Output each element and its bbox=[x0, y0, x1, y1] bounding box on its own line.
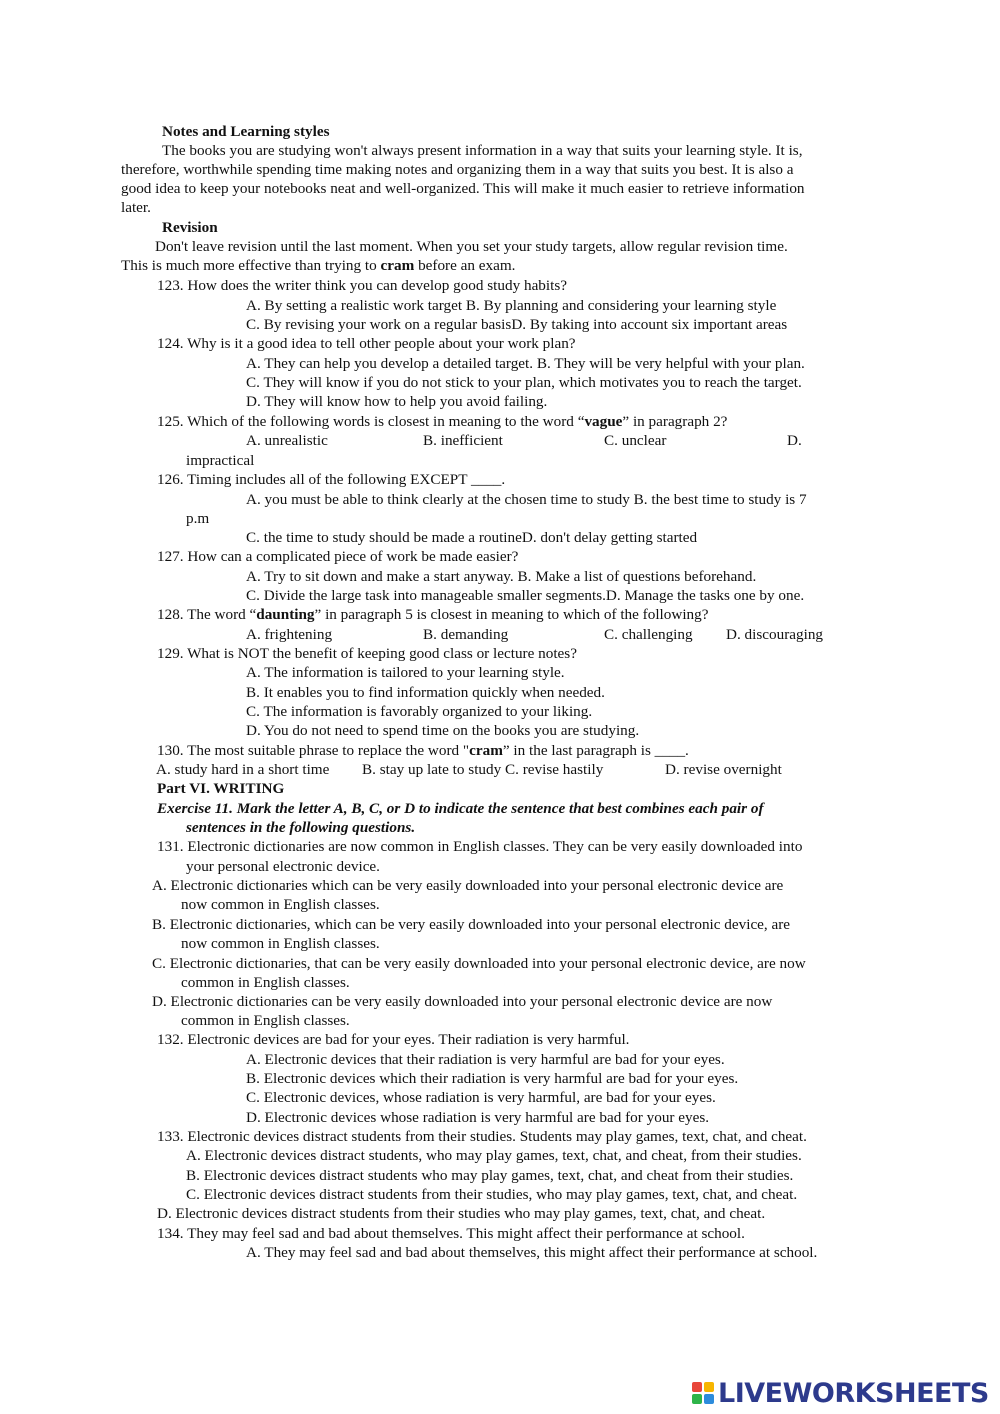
question-131-option-b-wrap: now common in English classes. bbox=[181, 935, 380, 952]
logo-tile-blue bbox=[704, 1394, 714, 1404]
question-131-wrap: your personal electronic device. bbox=[186, 858, 380, 875]
logo-tile-yellow bbox=[704, 1382, 714, 1392]
question-125: 125. Which of the following words is closest in meaning to the word “vague” in paragraph 2? bbox=[157, 413, 728, 430]
keyword-cram-2: cram bbox=[469, 742, 503, 759]
question-124-options-ab: A. They can help you develop a detailed target. B. They will be very helpful with your plan. bbox=[246, 355, 805, 372]
question-130-options-bc: B. stay up late to study C. revise hastily bbox=[362, 761, 604, 778]
question-130-option-a: A. study hard in a short time bbox=[156, 761, 330, 778]
notes-paragraph-line: good idea to keep your notebooks neat and well-organized. This will make it much easier to retrieve information bbox=[121, 180, 805, 197]
question-131-option-b: B. Electronic dictionaries, which can be very easily downloaded into your personal electronic device, are bbox=[152, 916, 791, 933]
question-129-option-d: D. You do not need to spend time on the books you are studying. bbox=[246, 722, 640, 739]
question-125-option-b: B. inefficient bbox=[423, 432, 503, 449]
liveworksheets-logo-text: LIVEWORKSHEETS bbox=[718, 1377, 989, 1409]
question-132-option-d: D. Electronic devices whose radiation is very harmful are bad for your eyes. bbox=[246, 1109, 710, 1126]
question-129-option-b: B. It enables you to find information quickly when needed. bbox=[246, 684, 605, 701]
question-131-option-a: A. Electronic dictionaries which can be very easily downloaded into your personal electronic device are bbox=[152, 877, 784, 894]
question-126-options-ab-wrap: p.m bbox=[186, 510, 210, 527]
question-130-option-d: D. revise overnight bbox=[665, 761, 782, 778]
question-132-option-b: B. Electronic devices which their radiation is very harmful are bad for your eyes. bbox=[246, 1070, 739, 1087]
notes-paragraph-line: The books you are studying won't always present information in a way that suits your learning style. It is, bbox=[162, 142, 803, 159]
question-131-option-c-wrap: common in English classes. bbox=[181, 974, 350, 991]
question-125-option-c: C. unclear bbox=[604, 432, 667, 449]
question-126-options-cd: C. the time to study should be made a routineD. don't delay getting started bbox=[246, 529, 698, 546]
question-132: 132. Electronic devices are bad for your eyes. Their radiation is very harmful. bbox=[157, 1031, 630, 1048]
question-124-option-c: C. They will know if you do not stick to your plan, which motivates you to reach the target. bbox=[246, 374, 802, 391]
question-127-options-ab: A. Try to sit down and make a start anyway. B. Make a list of questions beforehand. bbox=[246, 568, 757, 585]
question-123-options-cd: C. By revising your work on a regular basisD. By taking into account six important areas bbox=[246, 316, 788, 333]
question-125-option-d-text: impractical bbox=[186, 452, 255, 469]
liveworksheets-logo[interactable] bbox=[692, 1376, 989, 1410]
keyword-daunting: daunting bbox=[256, 606, 315, 623]
question-131-option-d: D. Electronic dictionaries can be very easily downloaded into your personal electronic device are now bbox=[152, 993, 773, 1010]
question-131: 131. Electronic dictionaries are now common in English classes. They can be very easily downloaded into bbox=[157, 838, 803, 855]
notes-paragraph-line: later. bbox=[121, 199, 151, 216]
question-133-option-b: B. Electronic devices distract students who may play games, text, chat, and cheat from their studies. bbox=[186, 1167, 794, 1184]
keyword-cram: cram bbox=[380, 257, 415, 274]
question-128-option-d: D. discouraging bbox=[726, 626, 824, 643]
question-131-option-c: C. Electronic dictionaries, that can be very easily downloaded into your personal electronic device, are now bbox=[152, 955, 806, 972]
revision-paragraph-line: This is much more effective than trying to cram before an exam. bbox=[121, 257, 516, 274]
question-123: 123. How does the writer think you can develop good study habits? bbox=[157, 277, 567, 294]
question-126: 126. Timing includes all of the following EXCEPT ____. bbox=[157, 471, 506, 488]
part-heading: Part VI. WRITING bbox=[157, 780, 285, 797]
question-133-option-d: D. Electronic devices distract students from their studies who may play games, text, chat, and cheat. bbox=[157, 1205, 766, 1222]
logo-tile-red bbox=[692, 1382, 702, 1392]
question-129-option-a: A. The information is tailored to your learning style. bbox=[246, 664, 565, 681]
question-126-options-ab: A. you must be able to think clearly at the chosen time to study B. the best time to study is 7 bbox=[246, 491, 807, 508]
question-131-option-a-wrap: now common in English classes. bbox=[181, 896, 380, 913]
question-128: 128. The word “daunting” in paragraph 5 is closest in meaning to which of the following? bbox=[157, 606, 709, 623]
question-132-option-a: A. Electronic devices that their radiation is very harmful are bad for your eyes. bbox=[246, 1051, 725, 1068]
revision-paragraph-line: Don't leave revision until the last moment. When you set your study targets, allow regular revision time. bbox=[155, 238, 788, 255]
exercise-instruction-wrap: sentences in the following questions. bbox=[186, 819, 416, 836]
question-133: 133. Electronic devices distract students from their studies. Students may play games, text, chat, and cheat. bbox=[157, 1128, 807, 1145]
question-128-option-a: A. frightening bbox=[246, 626, 333, 643]
question-130: 130. The most suitable phrase to replace the word "cram” in the last paragraph is ____. bbox=[157, 742, 689, 759]
question-134-option-a: A. They may feel sad and bad about themselves, this might affect their performance at school. bbox=[246, 1244, 818, 1261]
question-127-options-cd: C. Divide the large task into manageable smaller segments.D. Manage the tasks one by one. bbox=[246, 587, 805, 604]
question-125-option-d: D. bbox=[787, 432, 802, 449]
notes-heading: Notes and Learning styles bbox=[162, 123, 330, 140]
question-128-option-c: C. challenging bbox=[604, 626, 693, 643]
logo-tile-green bbox=[692, 1394, 702, 1404]
exercise-instruction: Exercise 11. Mark the letter A, B, C, or D to indicate the sentence that best combines each pair of bbox=[157, 800, 764, 817]
question-129-option-c: C. The information is favorably organized to your liking. bbox=[246, 703, 593, 720]
liveworksheets-logo-icon bbox=[692, 1382, 714, 1404]
question-133-option-a: A. Electronic devices distract students, who may play games, text, chat, and cheat, from their studies. bbox=[186, 1147, 802, 1164]
question-127: 127. How can a complicated piece of work be made easier? bbox=[157, 548, 519, 565]
question-132-option-c: C. Electronic devices, whose radiation is very harmful, are bad for your eyes. bbox=[246, 1089, 716, 1106]
question-124-option-d: D. They will know how to help you avoid failing. bbox=[246, 393, 548, 410]
question-124: 124. Why is it a good idea to tell other people about your work plan? bbox=[157, 335, 576, 352]
question-131-option-d-wrap: common in English classes. bbox=[181, 1012, 350, 1029]
question-129: 129. What is NOT the benefit of keeping good class or lecture notes? bbox=[157, 645, 577, 662]
question-125-option-a: A. unrealistic bbox=[246, 432, 328, 449]
keyword-vague: vague bbox=[584, 413, 623, 430]
question-123-options-ab: A. By setting a realistic work target B. By planning and considering your learning style bbox=[246, 297, 777, 314]
question-128-option-b: B. demanding bbox=[423, 626, 509, 643]
question-134: 134. They may feel sad and bad about themselves. This might affect their performance at school. bbox=[157, 1225, 745, 1242]
revision-heading: Revision bbox=[162, 219, 218, 236]
question-133-option-c: C. Electronic devices distract students from their studies, who may play games, text, chat, and cheat. bbox=[186, 1186, 798, 1203]
notes-paragraph-line: therefore, worthwhile spending time making notes and organizing them in a way that suits you best. It is also a bbox=[121, 161, 794, 178]
